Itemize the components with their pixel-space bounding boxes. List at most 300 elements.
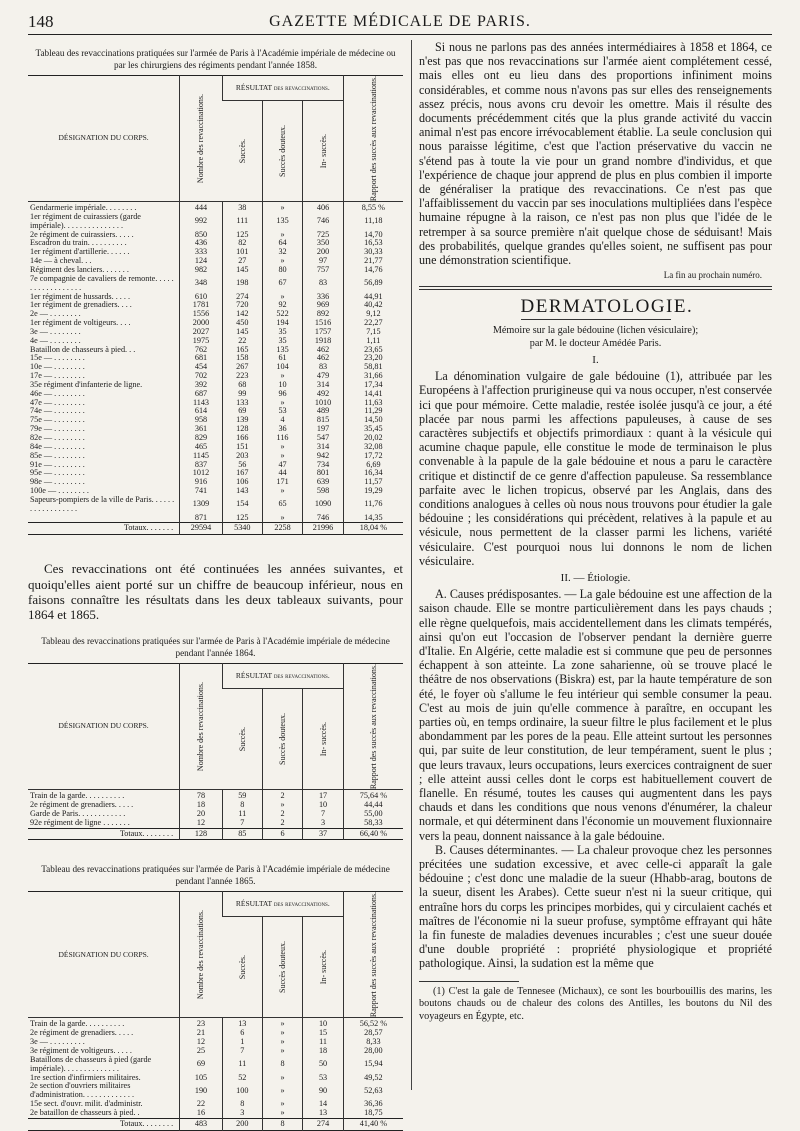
row-value: 610 [180, 293, 223, 302]
table-row [28, 1100, 403, 1109]
row-value: 4 [262, 416, 303, 425]
header-douteux-label: Succès douteux. [278, 713, 288, 766]
row-value: 44,44 [343, 801, 403, 810]
row-value: 22 [222, 337, 262, 346]
row-value: 83 [303, 275, 344, 293]
row-value: 8,55 % [343, 202, 403, 213]
row-value: 479 [303, 372, 344, 381]
section-rule [419, 286, 772, 290]
row-value: 6 [222, 1029, 262, 1038]
row-value: 7 [222, 1047, 262, 1056]
row-value: 166 [222, 434, 262, 443]
totals-value: 29594 [180, 523, 223, 535]
row-value: 1090 [303, 496, 344, 514]
row-value: 165 [222, 346, 262, 355]
row-value: 106 [222, 478, 262, 487]
row-value: 8 [222, 801, 262, 810]
table-row [28, 275, 403, 293]
table-row [28, 1056, 403, 1074]
row-value: 639 [303, 478, 344, 487]
row-value: 392 [180, 381, 223, 390]
para-causes-predisposantes: A. Causes prédisposantes. — La gale bédouine est une affection de la saison chaude. Elle se montre particulièrement dans les pays chauds ; elle règne quelquefois, mais accidentellement dans les climats tempérés, ainsi qu'on eut l'occasion de l'observer pendant la dernière guerre d'Italie. En Algérie, cette maladie est si commune que peu de personnes échappent à son atteinte. La zone saharienne, où se trouve placé le théâtre de nos observations (Biskra) est, par la haute température de son été, le foyer où s'allume le feu intérieur qui semble consumer la peau. C'est au mois de juin qu'elle commence à paraître, en occupant les parties où, en temps ordinaire, la sueur filtre le plus facilement et le plus abondamment par les pores de la peau. Elle atteint surtout les personnes qui, par suite de leur constitution, de leur tempérament, suent le plus ; que leurs travaux, leurs occupations, leurs exercices contraignent de suer ; elle atteint aussi celles dont le corps est habituellement couvert de flanelle. En résumé, toutes les causes qui augmentent dans les pays chauds et dans les conditions que nous venons d'énumérer, la chaleur normale, et qui déterminent dans l'économie un mouvement fluxionnaire vers la peau, donnent naissance à la gale bédouine. [419, 587, 772, 843]
row-value: 462 [303, 354, 344, 363]
header-succes-label: Succès. [237, 727, 247, 752]
totals-value: 41,40 % [343, 1118, 403, 1130]
header-nombre-label: Nombre des revaccinations. [196, 910, 206, 1000]
row-value: 61 [262, 354, 303, 363]
row-value: 44,91 [343, 293, 403, 302]
row-value: 133 [222, 399, 262, 408]
row-label: 15e sect. d'ouvr. milit. d'administr. [30, 1099, 143, 1109]
header-rapport-label: Rapport des succès aux revaccinations. [368, 892, 378, 1018]
totals-value: 5340 [222, 523, 262, 535]
row-value: 465 [180, 443, 223, 452]
row-value: 78 [180, 790, 223, 801]
row-label: 35e régiment d'infanterie de ligne. [30, 379, 143, 389]
row-value: 20,02 [343, 434, 403, 443]
row-value: 14 [303, 1100, 344, 1109]
header-douteux [262, 689, 303, 790]
row-value: 35,45 [343, 425, 403, 434]
row-value: 8,33 [343, 1038, 403, 1047]
row-value: 82 [222, 239, 262, 248]
row-value: 83 [303, 363, 344, 372]
row-value: 11,29 [343, 407, 403, 416]
header-resultat-label: RÉSULTAT des revaccinations. [235, 670, 330, 680]
row-value: 614 [180, 407, 223, 416]
row-value: 1975 [180, 337, 223, 346]
section-title: DERMATOLOGIE. [521, 296, 671, 320]
row-value: 746 [303, 213, 344, 231]
table-row [28, 301, 403, 310]
row-value: 111 [222, 213, 262, 231]
row-value: 31,66 [343, 372, 403, 381]
row-value: 916 [180, 478, 223, 487]
row-value: 361 [180, 425, 223, 434]
row-value: 16,53 [343, 239, 403, 248]
row-value: 892 [303, 310, 344, 319]
row-value: 444 [180, 202, 223, 213]
part-two-heading: II. — Étiologie. [560, 572, 631, 585]
header-douteux [262, 917, 303, 1018]
row-label: 3e — . . . . . . . . [30, 326, 81, 336]
header-designation [28, 76, 180, 202]
row-value: 18 [303, 1047, 344, 1056]
row-value: 815 [303, 416, 344, 425]
running-header [28, 8, 772, 35]
row-value: 58,33 [343, 819, 403, 828]
row-label: 2e bataillon de chasseurs à pied. . [30, 1107, 140, 1117]
row-value: 11,76 [343, 496, 403, 514]
row-value: 104 [262, 363, 303, 372]
row-label: 7e compagnie de cavaliers de remonte. . . . . . . . . . . . . . . . . . [30, 273, 174, 292]
row-value: 18 [180, 801, 223, 810]
table-row [28, 319, 403, 328]
table-row [28, 213, 403, 231]
row-value: 55,00 [343, 810, 403, 819]
row-value: 11,57 [343, 478, 403, 487]
row-label: 3e — . . . . . . . . . [30, 1037, 85, 1047]
page-number: 148 [28, 12, 54, 31]
totals-label: Totaux. . . . . . . [28, 523, 180, 535]
row-value: 92 [262, 301, 303, 310]
header-rapport-label: Rapport des succès aux revaccinations. [368, 664, 378, 790]
header-insucces [303, 689, 344, 790]
row-value: 1145 [180, 452, 223, 461]
row-value: 314 [303, 381, 344, 390]
row-value: 871 [180, 514, 223, 523]
row-value: 14,41 [343, 390, 403, 399]
row-value: 1143 [180, 399, 223, 408]
memoire-title: Mémoire sur la gale bédouine (lichen vésiculaire); [492, 325, 699, 337]
row-value: 52 [222, 1074, 262, 1083]
row-label: Gendarmerie impériale. . . . . . . . [30, 203, 137, 213]
header-insucces-label: In- succès. [318, 133, 328, 169]
row-value: 10 [303, 801, 344, 810]
row-value: 12 [180, 1038, 223, 1047]
row-value: 44 [262, 469, 303, 478]
row-value: 22 [180, 1100, 223, 1109]
header-designation [28, 664, 180, 790]
row-value: 14,35 [343, 514, 403, 523]
row-label: Régiment des lanciers. . . . . . . [30, 264, 129, 274]
row-value: 982 [180, 266, 223, 275]
row-label: Train de la garde. . . . . . . . . . [30, 791, 125, 801]
totals-value: 128 [180, 828, 223, 840]
totals-value: 6 [262, 828, 303, 840]
row-value: 12 [180, 819, 223, 828]
row-value: 7 [303, 810, 344, 819]
row-label: Escadron du train. . . . . . . . . . [30, 238, 127, 248]
row-value: 47 [262, 461, 303, 470]
row-value: » [262, 231, 303, 240]
para-intermediate-years: Si nous ne parlons pas des années intermédiaires à 1858 et 1864, ce n'est pas que nos revaccinations sur l'armée aient complétement cessé, mais elles ont eu lieu dans des proportions infiniment moins considérables, et comme nous n'avons pas sur elles des renseignements assez précis, nous avons cru devoir les omettre. Mais il résulte des documents précédemment cités que la plus grande activité du vaccin animal n'est pas encore irrévocablement établie. La seule conclusion qui nous paraisse légitime, c'est que l'action préservative du vaccin ne s'étend pas à toute la vie pour un grand nombre d'individus, et que l'expérience de chaque jour apprend de plus en plus combien il importe de généraliser la pratique des revaccinations. Ce n'est pas que l'affaiblissement du vaccin par ses inoculations multipliées dans l'espèce humaine répugne à la raison, ce n'est pas non plus que l'idée de le retremper à sa source première n'ait quelque chose de séduisant! Mais des probabilités, quelque grandes qu'elles soient, ne suffisent pas pour une démonstration scientifique. [419, 40, 772, 268]
row-value: » [262, 487, 303, 496]
totals-value: 483 [180, 1118, 223, 1130]
table-row [28, 496, 403, 514]
row-label: 82e — . . . . . . . . [30, 433, 85, 443]
row-value: 135 [262, 213, 303, 231]
row-value: 53 [303, 1074, 344, 1083]
row-label: 1er régiment de cuirassiers (garde impériale). . . . . . . . . . . . . . . [30, 211, 141, 230]
row-label: 2e régiment de cuirassiers. . . . . [30, 229, 134, 239]
row-value: 1757 [303, 328, 344, 337]
row-value: 2 [262, 810, 303, 819]
row-value: 69 [222, 407, 262, 416]
row-value: 69 [180, 1056, 223, 1074]
row-label: Sapeurs-pompiers de la ville de Paris. . . . . . . . . . . . . . . . . . [30, 494, 175, 513]
memoire-author: par M. le docteur Amédée Paris. [529, 338, 662, 350]
row-value: 135 [262, 346, 303, 355]
row-value: » [262, 399, 303, 408]
row-value: 75,64 % [343, 790, 403, 801]
totals-row [28, 828, 403, 840]
row-value: 725 [303, 231, 344, 240]
row-value: 20 [180, 810, 223, 819]
row-value: 1 [222, 1038, 262, 1047]
row-label: 85e — . . . . . . . . [30, 450, 85, 460]
row-label: Train de la garde. . . . . . . . . . [30, 1019, 125, 1029]
row-value: 38 [222, 202, 262, 213]
row-value: 32 [262, 248, 303, 257]
row-value: 1918 [303, 337, 344, 346]
row-value: » [262, 1029, 303, 1038]
row-label: 92e régiment de ligne . . . . . . . [30, 817, 130, 827]
row-value: » [262, 1038, 303, 1047]
footnote: (1) C'est la gale de Tennesee (Michaux), ce sont les bourbouillis des marins, les boutons chauds ou de chaleur des colons des Antilles, les boutons du Nil des voyageurs en Égypte, etc. [419, 985, 772, 1022]
row-value: 8 [222, 1100, 262, 1109]
row-value: 154 [222, 496, 262, 514]
row-value: 734 [303, 461, 344, 470]
row-value: 13 [303, 1109, 344, 1118]
row-value: 1556 [180, 310, 223, 319]
row-value: 151 [222, 443, 262, 452]
row-value: » [262, 443, 303, 452]
row-value: 454 [180, 363, 223, 372]
header-insucces-label: In- succès. [318, 950, 328, 985]
row-value: 59 [222, 790, 262, 801]
row-value: 6,69 [343, 461, 403, 470]
row-value: 35 [262, 328, 303, 337]
totals-value: 2258 [262, 523, 303, 535]
row-label: 1er régiment de hussards. . . . . [30, 291, 131, 301]
table-row [28, 514, 403, 523]
row-value: 522 [262, 310, 303, 319]
row-label: 79e — . . . . . . . . [30, 424, 85, 434]
header-rapport [343, 664, 403, 790]
row-value: 11 [222, 1056, 262, 1074]
row-value: 145 [222, 328, 262, 337]
row-label: 10e — . . . . . . . . [30, 362, 85, 372]
row-label: 95e — . . . . . . . . [30, 468, 85, 478]
row-label: 15e — . . . . . . . . [30, 353, 85, 363]
row-value: 492 [303, 390, 344, 399]
row-value: 462 [303, 346, 344, 355]
header-succes [222, 917, 262, 1018]
row-value: 97 [303, 257, 344, 266]
totals-value: 21996 [303, 523, 344, 535]
row-value: 223 [222, 372, 262, 381]
row-label: 84e — . . . . . . . . [30, 441, 85, 451]
row-value: 314 [303, 443, 344, 452]
row-value: 3 [303, 819, 344, 828]
row-value: 15 [303, 1029, 344, 1038]
row-value: 190 [180, 1082, 223, 1100]
row-value: 681 [180, 354, 223, 363]
row-value: » [262, 1109, 303, 1118]
header-resultat-label: RÉSULTAT des revaccinations. [235, 898, 330, 908]
row-value: 762 [180, 346, 223, 355]
row-value: 139 [222, 416, 262, 425]
row-value: 801 [303, 469, 344, 478]
row-label: 3e régiment de voltigeurs. . . . . [30, 1046, 132, 1056]
header-insucces [303, 917, 344, 1018]
journal-title: GAZETTE MÉDICALE DE PARIS. [269, 13, 531, 30]
table-row [28, 328, 403, 337]
row-label: 47e — . . . . . . . . [30, 397, 85, 407]
row-value: 101 [222, 248, 262, 257]
row-value: 10 [262, 381, 303, 390]
header-resultat [222, 664, 343, 689]
row-value: 32,08 [343, 443, 403, 452]
header-nombre-label: Nombre des revaccinations. [196, 94, 206, 184]
row-value: 124 [180, 257, 223, 266]
row-value: 125 [222, 231, 262, 240]
row-value: 105 [180, 1074, 223, 1083]
row-value: 11,63 [343, 399, 403, 408]
row-label: Bataillon de chasseurs à pied. . . [30, 344, 136, 354]
row-label: 75e — . . . . . . . . [30, 415, 85, 425]
row-value: 267 [222, 363, 262, 372]
row-value: 8 [262, 1056, 303, 1074]
row-value: 1516 [303, 319, 344, 328]
row-value: 21,77 [343, 257, 403, 266]
row-value: 450 [222, 319, 262, 328]
para-denomination: La dénomination vulgaire de gale bédouine (1), attribuée par les Européens à l'affection prurigineuse qui va nous occuper, n'est conservée ici que pour mémoire. Cette maladie, restée isolée jusqu'à ce jour, a été placée par nous parmi les affections papuleuses, à cause de ses caractères subjectifs et objectifs primordiaux : quant à la vésicule qui acumine chaque papule, elle constitue le mode de terminaison le plus convenable à la papule de la gale bédouine et nous a paru le caractère critique et distinctif de ce genre d'affection papuleuse. Sa ressemblance parfaite avec le lichen tropicus, observé par les Anglais, dans des conditions analogues à celles où nous nous trouvons pour étudier la gale bédouine ; les considérations qui précèdent, relatives à la papule et au vésicule, nous permettent de la classer parmi les lichens, variété vésiculaire. C'est pourquoi nous lui donnons le nom de lichen vésiculaire. [419, 369, 772, 568]
row-value: 829 [180, 434, 223, 443]
totals-value: 66,40 % [343, 828, 403, 840]
row-value: 90 [303, 1082, 344, 1100]
row-value: 3 [222, 1109, 262, 1118]
header-designation-label: DÉSIGNATION DU CORPS. [58, 721, 149, 731]
row-value: 746 [303, 514, 344, 523]
para-causes-determinantes: B. Causes déterminantes. — La chaleur provoque chez les personnes précitées une sudation excessive, et avec celle-ci apparaît la gale bédouine ; c'est donc une maladie de la sueur (Hhabb-arag, boutons de la sueur, disent les Arabes). Cette sueur n'est ni la sueur critique, qui entraîne hors du corps les principes morbides, qui y circulaient cachés et maîtres de l'économie ni la sueur profuse, symptôme effrayant qui hâte la fin funeste de maladies devenues incurables ; c'est une sueur douée d'une double propriété : propriété physiologique et propriété pathologique. Ainsi, la sudation est la même que [419, 842, 772, 971]
totals-value: 274 [303, 1118, 344, 1130]
row-label: 91e — . . . . . . . . [30, 459, 85, 469]
header-succes-label: Succès. [237, 955, 247, 980]
totals-label: Totaux. . . . . . . . [28, 1118, 180, 1130]
row-value: 158 [222, 354, 262, 363]
header-nombre-label: Nombre des revaccinations. [196, 682, 206, 772]
row-value: 10 [303, 1018, 344, 1029]
header-nombre [180, 76, 223, 202]
row-value: 36 [262, 425, 303, 434]
table-row [28, 819, 403, 828]
row-value: » [262, 452, 303, 461]
header-resultat [222, 76, 343, 101]
row-label: 2e régiment de grenadiers. . . . . [30, 800, 134, 810]
table-1864 [28, 663, 403, 840]
header-rapport [343, 76, 403, 202]
row-value: 22,27 [343, 319, 403, 328]
row-value: 16 [180, 1109, 223, 1118]
table-row [28, 1109, 403, 1118]
totals-value: 8 [262, 1118, 303, 1130]
row-value: 11 [303, 1038, 344, 1047]
header-designation-label: DÉSIGNATION DU CORPS. [58, 949, 149, 959]
row-value: » [262, 293, 303, 302]
totals-row [28, 1118, 403, 1130]
row-value: 52,63 [343, 1082, 403, 1100]
totals-value: 200 [222, 1118, 262, 1130]
row-value: 99 [222, 390, 262, 399]
header-douteux-label: Succès douteux. [278, 125, 288, 178]
row-value: 1010 [303, 399, 344, 408]
row-value: 1309 [180, 496, 223, 514]
left-column [28, 40, 403, 1131]
header-succes-label: Succès. [237, 138, 247, 164]
row-label: 17e — . . . . . . . . [30, 371, 85, 381]
row-label: 2e section d'ouvriers militaires d'administration. . . . . . . . . . . . . [30, 1081, 135, 1100]
row-value: 198 [222, 275, 262, 293]
row-value: » [262, 1047, 303, 1056]
row-value: 969 [303, 301, 344, 310]
row-value: 200 [303, 248, 344, 257]
row-value: 23 [180, 1018, 223, 1029]
row-value: 18,75 [343, 1109, 403, 1118]
row-value: 2000 [180, 319, 223, 328]
row-value: 23,65 [343, 346, 403, 355]
table-1865 [28, 891, 403, 1130]
row-value: 1,11 [343, 337, 403, 346]
row-value: 11,18 [343, 213, 403, 231]
row-value: 58,81 [343, 363, 403, 372]
row-value: 50 [303, 1056, 344, 1074]
row-value: 2 [262, 819, 303, 828]
para-intermediate: Ces revaccinations ont été continuées les années suivantes, et quoiqu'elles aient porté sur un chiffre de beaucoup inférieur, nous en faisons connaître les résultats dans les deux tableaux suivants, pour 1864 et 1865. [28, 561, 403, 622]
row-value: 489 [303, 407, 344, 416]
row-value: 100 [222, 1082, 262, 1100]
row-value: 850 [180, 231, 223, 240]
row-label: 46e — . . . . . . . . [30, 388, 85, 398]
row-value: 30,33 [343, 248, 403, 257]
row-label: 2e — . . . . . . . . [30, 309, 81, 319]
continuation-note: La fin au prochain numéro. [663, 270, 762, 281]
row-value: 2 [262, 790, 303, 801]
row-value: 406 [303, 202, 344, 213]
row-value: 336 [303, 293, 344, 302]
header-insucces-label: In- succès. [318, 722, 328, 757]
row-value: 36,36 [343, 1100, 403, 1109]
row-value: » [262, 1100, 303, 1109]
row-value: 837 [180, 461, 223, 470]
row-value: 65 [262, 496, 303, 514]
row-value: 80 [262, 266, 303, 275]
row-value: 350 [303, 239, 344, 248]
row-value: 942 [303, 452, 344, 461]
row-value: 7 [222, 819, 262, 828]
header-insucces [303, 101, 344, 202]
header-douteux-label: Succès douteux. [278, 941, 288, 994]
footnote-rule [419, 981, 519, 982]
row-value: 17,34 [343, 381, 403, 390]
table-1865-caption: Tableau des revaccinations pratiquées sur l'armée de Paris à l'Académie impériale de médecine pendant l'année 1865. [41, 864, 390, 886]
row-value: » [262, 514, 303, 523]
row-value: 9,12 [343, 310, 403, 319]
header-rapport-label: Rapport des succès aux revaccinations. [368, 76, 378, 202]
row-value: 741 [180, 487, 223, 496]
column-divider [411, 40, 412, 1090]
header-rapport [343, 892, 403, 1018]
row-value: 35 [262, 337, 303, 346]
row-label: 1er régiment de grenadiers. . . . [30, 300, 132, 310]
row-value: » [262, 257, 303, 266]
row-value: 23,20 [343, 354, 403, 363]
row-value: » [262, 372, 303, 381]
header-nombre [180, 892, 223, 1018]
row-value: 25 [180, 1047, 223, 1056]
header-douteux [262, 101, 303, 202]
row-value: 167 [222, 469, 262, 478]
row-value: 598 [303, 487, 344, 496]
row-value: 125 [222, 514, 262, 523]
header-succes [222, 101, 262, 202]
row-label: 14e — à cheval. . . [30, 256, 92, 266]
row-label: 4e — . . . . . . . . [30, 335, 81, 345]
row-value: 53 [262, 407, 303, 416]
row-value: 14,70 [343, 231, 403, 240]
row-value: 56,89 [343, 275, 403, 293]
